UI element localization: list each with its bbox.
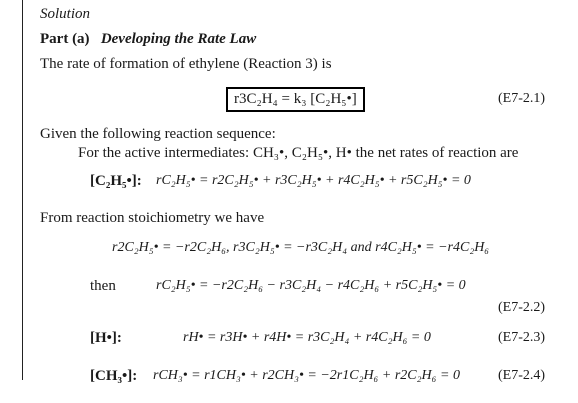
- equation-number-4: (E7-2.4): [498, 368, 546, 383]
- rate-intro-text: The rate of formation of ethylene (Reaction 3) is: [40, 56, 332, 72]
- then-label: then: [90, 278, 116, 294]
- ch3-label: [CH₃•]:: [90, 368, 138, 384]
- solution-heading: Solution: [40, 6, 91, 22]
- boxed-equation: r3C₂H₄ = k₃ [C₂H₅•]: [226, 87, 365, 112]
- equation-number-1: (E7-2.1): [498, 91, 546, 106]
- c2h5-balance-equation: rC₂H₅• = r2C₂H₅• + r3C₂H₅• + r4C₂H₅• + r5C₂H₅• = 0: [156, 173, 471, 188]
- equation-number-3: (E7-2.3): [498, 330, 546, 345]
- stoichiometry-intro-text: From reaction stoichiometry we have: [40, 210, 265, 226]
- c2h5-label: [C₂H₅•]:: [90, 173, 142, 189]
- given-sequence-text: Given the following reaction sequence:: [40, 126, 276, 142]
- part-label: Part (a): [40, 31, 90, 47]
- stoichiometry-equation: r2C₂H₅• = −r2C₂H₆, r3C₂H₅• = −r3C₂H₄ and r4C₂H₅• = −r4C₂H₆: [112, 240, 490, 255]
- equation-number-2: (E7-2.2): [498, 300, 546, 315]
- then-equation: rC₂H₅• = −r2C₂H₆ − r3C₂H₄ − r4C₂H₆ + r5C₂H₅• = 0: [156, 278, 466, 293]
- ch3-balance-equation: rCH₃• = r1CH₃• + r2CH₃• = −2r1C₂H₆ + r2C₂H₆ = 0: [153, 368, 460, 383]
- active-intermediates-text: For the active intermediates: CH₃•, C₂H₅•, H• the net rates of reaction are: [78, 145, 519, 161]
- h-balance-equation: rH• = r3H• + r4H• = r3C₂H₄ + r4C₂H₆ = 0: [183, 330, 431, 345]
- margin-rule: [22, 0, 23, 380]
- part-heading: [40, 31, 256, 48]
- h-label: [H•]:: [90, 330, 122, 346]
- part-title: Developing the Rate Law: [100, 31, 257, 47]
